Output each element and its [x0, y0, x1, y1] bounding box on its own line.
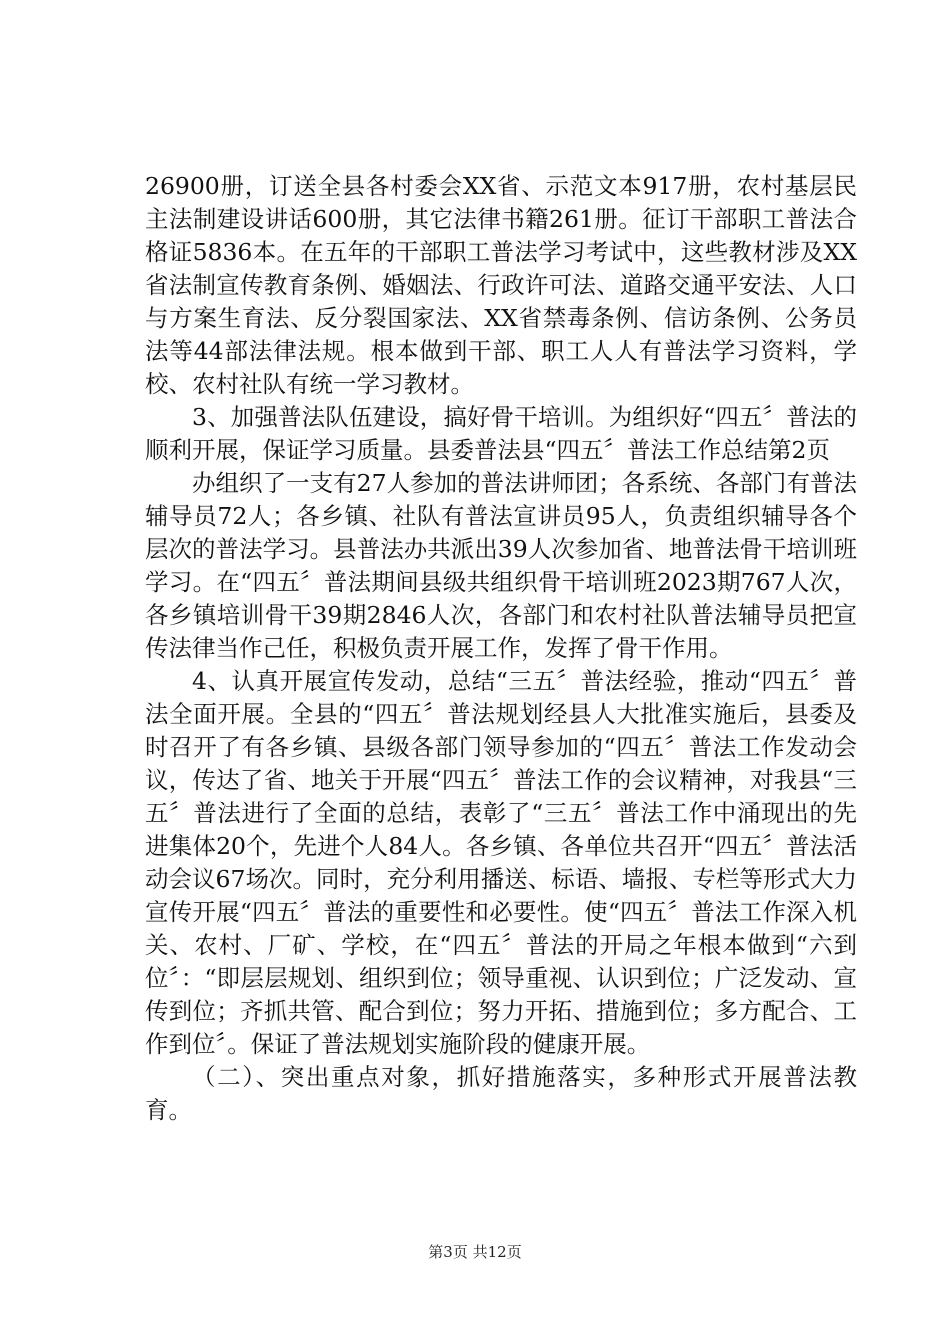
paragraph-4: 4、认真开展宣传发动，总结“三五〞普法经验，推动“四五〞普法全面开展。全县的“四五〞普法规划经县人大批准实施后，县委及时召开了有各乡镇、县级各部门领导参加的“四五〞普法工作发动会议，传达了省、地关于开展“四五〞普法工作的会议精神，对我县“三五〞普法进行了全面的总结，表彰了“三五〞普法工作中涌现出的先进集体20个，先进个人84人。各乡镇、各单位共召开“四五〞普法活动会议67场次。同时，充分利用播送、标语、墙报、专栏等形式大力宣传开展“四五〞普法的重要性和必要性。使“四五〞普法工作深入机关、农村、厂矿、学校，在“四五〞普法的开局之年根本做到“六到位〞：“即层层规划、组织到位；领导重视、认识到位；广泛发动、宣传到位；齐抓共管、配合到位；努力开拓、措施到位；多方配合、工作到位〞。保证了普法规划实施阶段的健康开展。	[145, 667, 857, 1058]
paragraph-2: 3、加强普法队伍建设，搞好骨干培训。为组织好“四五〞普法的顺利开展，保证学习质量。县委普法县“四五〞普法工作总结第2页	[145, 403, 857, 464]
paragraph-1: 26900册，订送全县各村委会XX省、示范文本917册，农村基层民主法制建设讲话600册，其它法律书籍261册。征订干部职工普法合格证5836本。在五年的干部职工普法学习考试中，这些教材涉及XX省法制宣传教育条例、婚姻法、行政许可法、道路交通平安法、人口与方案生育法、反分裂国家法、XX省禁毒条例、信访条例、公务员法等44部法律法规。根本做到干部、职工人人有普法学习资料，学校、农村社队有统一学习教材。	[145, 172, 857, 398]
paragraph-5: （二）、突出重点对象，抓好措施落实，多种形式开展普法教育。	[145, 1063, 857, 1124]
page-footer: 第3页 共12页	[428, 1243, 522, 1261]
document-body	[145, 170, 857, 1127]
paragraph-3: 办组织了一支有27人参加的普法讲师团；各系统、各部门有普法辅导员72人；各乡镇、社队有普法宣讲员95人，负责组织辅导各个层次的普法学习。县普法办共派出39人次参加省、地普法骨干培训班学习。在“四五〞普法期间县级共组织骨干培训班2023期767人次，各乡镇培训骨干39期2846人次，各部门和农村社队普法辅导员把宣传法律当作己任，积极负责开展工作，发挥了骨干作用。	[145, 469, 857, 662]
